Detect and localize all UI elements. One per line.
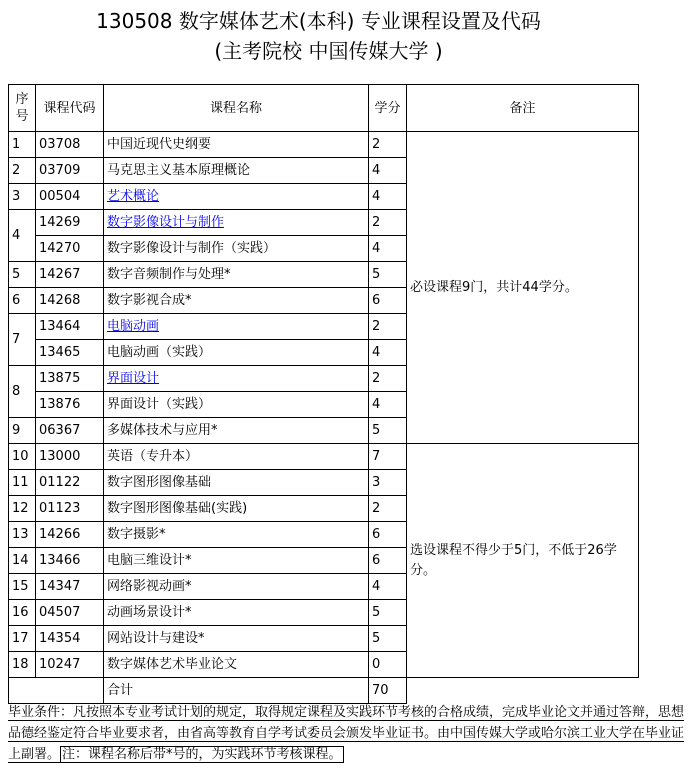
cell-credit: 6 — [369, 522, 407, 548]
cell-code: 14266 — [36, 522, 104, 548]
cell-credit: 4 — [369, 392, 407, 418]
cell-seq: 16 — [9, 600, 36, 626]
header-seq-label: 序号 — [15, 92, 29, 124]
cell-name: 马克思主义基本原理概论 — [104, 158, 369, 184]
cell-name: 数字图形图像基础(实践) — [104, 496, 369, 522]
cell-seq: 9 — [9, 418, 36, 444]
table-row — [9, 132, 639, 158]
cell-name: 中国近现代史纲要 — [104, 132, 369, 158]
footer-notes — [8, 702, 684, 765]
cell-seq: 13 — [9, 522, 36, 548]
cell-seq: 17 — [9, 626, 36, 652]
cell-name — [104, 366, 369, 392]
cell-name: 数字影像设计与制作（实践） — [104, 236, 369, 262]
cell-seq: 8 — [9, 366, 36, 418]
cell-name: 网站设计与建设* — [104, 626, 369, 652]
cell-name: 多媒体技术与应用* — [104, 418, 369, 444]
cell-name: 电脑动画（实践） — [104, 340, 369, 366]
course-link-interface-design[interactable]: 界面设计 — [107, 371, 160, 386]
header-seq — [9, 85, 36, 132]
cell-name — [104, 184, 369, 210]
cell-credit: 2 — [369, 314, 407, 340]
course-link-digital-image[interactable]: 数字影像设计与制作 — [107, 215, 225, 230]
cell-name: 界面设计（实践） — [104, 392, 369, 418]
cell-credit: 5 — [369, 600, 407, 626]
cell-code: 14269 — [36, 210, 104, 236]
header-code: 课程代码 — [36, 85, 104, 132]
total-credit: 70 — [369, 678, 407, 704]
cell-credit: 4 — [369, 236, 407, 262]
cell-seq: 7 — [9, 314, 36, 366]
cell-seq: 10 — [9, 444, 36, 470]
cell-credit: 7 — [369, 444, 407, 470]
cell-code: 14347 — [36, 574, 104, 600]
cell-name: 英语（专升本） — [104, 444, 369, 470]
cell-credit: 3 — [369, 470, 407, 496]
header-remark: 备注 — [407, 85, 639, 132]
cell-code: 14354 — [36, 626, 104, 652]
cell-credit: 0 — [369, 652, 407, 678]
cell-code: 13876 — [36, 392, 104, 418]
cell-credit: 4 — [369, 340, 407, 366]
cell-credit: 6 — [369, 548, 407, 574]
cell-credit: 6 — [369, 288, 407, 314]
star-note: 注：课程名称后带*号的，为实践环节考核课程。 — [62, 747, 342, 762]
cell-code: 13464 — [36, 314, 104, 340]
cell-code: 13875 — [36, 366, 104, 392]
cell-name — [104, 314, 369, 340]
course-link-computer-animation[interactable]: 电脑动画 — [107, 319, 160, 334]
cell-name: 数字图形图像基础 — [104, 470, 369, 496]
cell-seq: 4 — [9, 210, 36, 262]
cell-credit: 4 — [369, 574, 407, 600]
total-row — [9, 678, 639, 704]
cell-code: 06367 — [36, 418, 104, 444]
cell-code: 13000 — [36, 444, 104, 470]
cell-credit: 4 — [369, 184, 407, 210]
header-credit: 学分 — [369, 85, 407, 132]
cell-credit: 5 — [369, 626, 407, 652]
cell-name: 数字影视合成* — [104, 288, 369, 314]
cell-seq: 12 — [9, 496, 36, 522]
cell-credit: 4 — [369, 158, 407, 184]
cell-seq: 5 — [9, 262, 36, 288]
cell-code: 13466 — [36, 548, 104, 574]
cell-code: 14268 — [36, 288, 104, 314]
cell-code: 01122 — [36, 470, 104, 496]
cell-seq: 2 — [9, 158, 36, 184]
cell-code: 14270 — [36, 236, 104, 262]
cell-name: 数字音频制作与处理* — [104, 262, 369, 288]
cell-seq: 18 — [9, 652, 36, 678]
total-remark-blank — [407, 678, 639, 704]
cell-code: 04507 — [36, 600, 104, 626]
cell-credit: 2 — [369, 366, 407, 392]
cell-code: 00504 — [36, 184, 104, 210]
cell-name: 数字媒体艺术毕业论文 — [104, 652, 369, 678]
header-name: 课程名称 — [104, 85, 369, 132]
cell-credit: 5 — [369, 262, 407, 288]
course-link-art-intro[interactable]: 艺术概论 — [107, 189, 160, 204]
remark-elective: 选设课程不得少于5门，不低于26学分。 — [407, 444, 639, 678]
cell-code: 03708 — [36, 132, 104, 158]
cell-code: 01123 — [36, 496, 104, 522]
remark-required: 必设课程9门，共计44学分。 — [407, 132, 639, 444]
page-title: 130508 数字媒体艺术(本科) 专业课程设置及代码 — [96, 9, 541, 33]
table-row — [9, 444, 639, 470]
cell-seq: 1 — [9, 132, 36, 158]
cell-code: 10247 — [36, 652, 104, 678]
cell-name: 数字摄影* — [104, 522, 369, 548]
cell-seq: 3 — [9, 184, 36, 210]
cell-name: 电脑三维设计* — [104, 548, 369, 574]
cell-seq: 15 — [9, 574, 36, 600]
cell-code: 14267 — [36, 262, 104, 288]
cell-code: 13465 — [36, 340, 104, 366]
cell-credit: 2 — [369, 496, 407, 522]
graduation-conditions: 毕业条件：凡按照本专业考试计划的规定，取得规定课程及实践环节考核的合格成绩，完成毕业论文并通过答辩，思想品德经鉴定符合毕业要求者，由省高等教育自学考试委员会颁发毕业证书。由中国传媒大学或哈尔滨工业大学在毕业证上副署。 — [8, 705, 685, 762]
course-table — [8, 84, 639, 704]
cell-seq: 11 — [9, 470, 36, 496]
cell-name — [104, 210, 369, 236]
total-blank — [9, 678, 104, 704]
cell-credit: 2 — [369, 132, 407, 158]
page-subtitle: (主考院校 中国传媒大学 ) — [214, 39, 443, 63]
cell-seq: 14 — [9, 548, 36, 574]
cell-credit: 2 — [369, 210, 407, 236]
cell-credit: 5 — [369, 418, 407, 444]
total-label: 合计 — [104, 678, 369, 704]
cell-code: 03709 — [36, 158, 104, 184]
cell-name: 动画场景设计* — [104, 600, 369, 626]
cell-name: 网络影视动画* — [104, 574, 369, 600]
cell-seq: 6 — [9, 288, 36, 314]
